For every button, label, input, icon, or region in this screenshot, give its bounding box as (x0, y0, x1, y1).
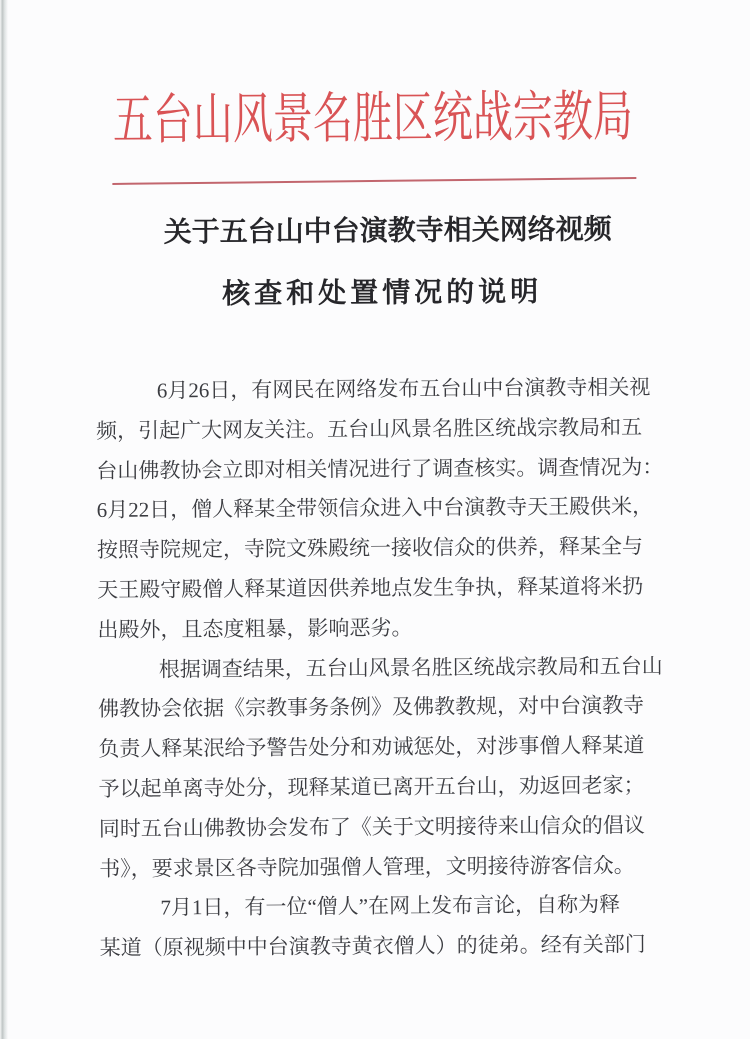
body-line: 书》，要求景区各寺院加强僧人管理，文明接待游客信众。 (99, 852, 635, 881)
body-line: 7月1日，有一位“僧人”在网上发布言论，自称为释 (160, 892, 621, 920)
document-title-line2: 核查和处置情况的说明 (222, 276, 543, 311)
body-line: 同时五台山佛教协会发布了《关于文明接待来山信众的倡议 (98, 812, 645, 841)
letterhead-rule-divider (112, 177, 636, 185)
body-line: 佛教协会依据《宗教事务条例》及佛教教规，对中台演教寺 (97, 693, 645, 722)
body-line: 台山佛教协会立即对相关情况进行了调查核实。调查情况为： (96, 454, 664, 483)
letterhead-title: 五台山风景名胜区统战宗教局 (112, 85, 634, 152)
body-line: 按照寺院规定，寺院文殊殿统一接收信众的供养，释某全与 (96, 534, 644, 563)
body-line: 负责人释某泯给予警告处分和劝诫惩处，对涉事僧人释某道 (98, 733, 645, 762)
body-line: 频，引起广大网友关注。五台山风景名胜区统战宗教局和五 (96, 414, 643, 443)
body-line: 某道（原视频中中台演教寺黄衣僧人）的徒弟。经有关部门 (99, 932, 646, 961)
body-line: 根据调查结果，五台山风景名胜区统战宗教局和五台山 (158, 653, 663, 682)
body-line: 6月22日，僧人释某全带领信众进入中台演教寺天王殿供米， (96, 494, 654, 523)
document-title-line1: 关于五台山中台演教寺相关网络视频 (163, 214, 612, 249)
document-body (96, 368, 674, 969)
body-line: 天王殿守殿僧人释某道因供养地点发生争执，释某道将米扔 (97, 574, 644, 602)
body-line: 6月26日，有网民在网络发布五台山中台演教寺相关视 (156, 375, 651, 403)
body-line: 予以起单离寺处分，现释某道已离开五台山，劝返回老家； (98, 773, 645, 801)
body-line: 出殿外，且态度粗暴，影响恶劣。 (97, 615, 413, 642)
